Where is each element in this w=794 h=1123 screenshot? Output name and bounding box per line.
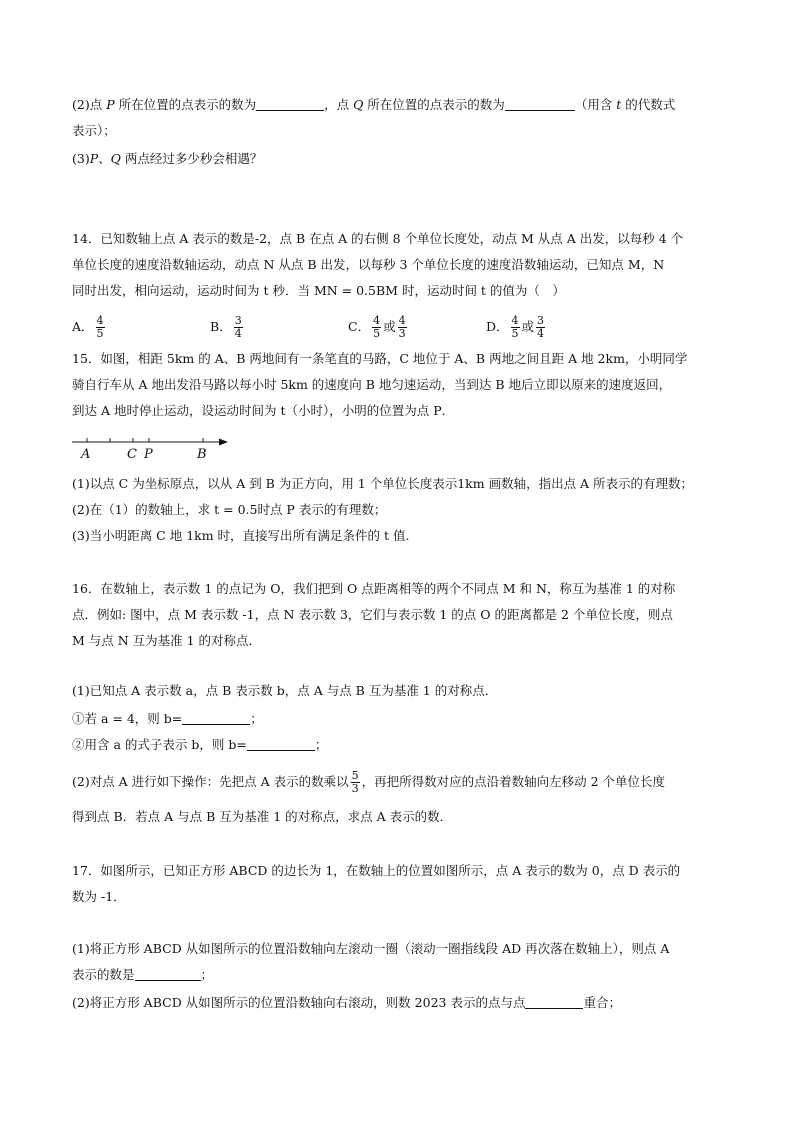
text: ，再把所得数对应的点沿着数轴向左移动 2 个单位长度 xyxy=(361,774,666,789)
q13-part2-line2: 表示）； xyxy=(72,123,116,138)
answer-blank[interactable] xyxy=(247,737,315,751)
q17-sub1-line2 xyxy=(72,966,213,984)
label-c: C xyxy=(127,447,137,462)
var-pq: P、Q xyxy=(89,151,121,166)
answer-blank[interactable] xyxy=(182,711,250,725)
q14-option-b[interactable] xyxy=(210,315,245,340)
label-a: A xyxy=(81,447,91,462)
text: 表示的数是 xyxy=(72,967,135,982)
q15-number-line-figure xyxy=(70,432,240,462)
q15-line3: 到达 A 地时停止运动，设运动时间为 t（小时），小明的位置为点 P． xyxy=(72,403,455,418)
q16-sub1: (1)已知点 A 表示数 a，点 B 表示数 b，点 A 与点 B 互为基准 1 的对称点． xyxy=(72,683,498,698)
label-p: P xyxy=(144,447,153,462)
q16-sub2-line2: 得到点 B．若点 A 与点 B 互为基准 1 的对称点，求点 A 表示的数． xyxy=(72,809,453,824)
option-label: A． xyxy=(72,319,94,334)
fraction: $\frac{4}{3}$ xyxy=(398,314,406,340)
q15-line2: 骑自行车从 A 地出发沿马路以每小时 5km 的速度向 B 地匀速运动，当到达 B 地后立即以原来的速度返回， xyxy=(72,377,672,392)
q15-sub1: (1)以点 C 为坐标原点，以从 A 到 B 为正方向，用 1 个单位长度表示1km 画数轴，指出点 A 所表示的有理数； xyxy=(72,476,694,491)
option-label: D． xyxy=(486,319,509,334)
q14-option-d[interactable]: D． $\frac{4}{5}$ 或 $\frac{3}{4}$ xyxy=(486,314,545,340)
fraction: $\frac{4}{5}$ xyxy=(511,314,519,340)
q14-option-a[interactable] xyxy=(72,315,107,340)
fraction: $\frac{3}{4}$ xyxy=(234,314,242,340)
text: (2)对点 A 进行如下操作：先把点 A 表示的数乘以 xyxy=(72,774,349,789)
answer-blank-p[interactable] xyxy=(256,97,324,111)
text: 重合； xyxy=(583,995,621,1010)
q14-option-c[interactable]: C． $\frac{4}{5}$ 或 $\frac{4}{3}$ xyxy=(348,314,406,340)
text: ，点 xyxy=(324,97,354,112)
text: (2)点 xyxy=(72,97,107,112)
var-q: Q xyxy=(353,97,364,112)
var-p: P xyxy=(106,97,115,112)
text: ； xyxy=(250,711,263,726)
q14-line3: 同时出发，相向运动，运动时间为 t 秒．当 MN = 0.5BM 时，运动时间 t 的值为（ ） xyxy=(72,283,565,298)
q13-part3 xyxy=(72,150,262,168)
text: (2)将正方形 ABCD 从如图所示的位置沿数轴向右滚动，则数 2023 表示的点与点 xyxy=(72,995,526,1010)
answer-blank-q[interactable] xyxy=(505,97,575,111)
text: 所在位置的点表示的数为 xyxy=(114,97,257,112)
text: 的代数式 xyxy=(621,97,676,112)
fraction: $\frac{5}{3}$ xyxy=(351,769,359,795)
text: （用含 xyxy=(574,97,617,112)
q16-line1: 16．在数轴上，表示数 1 的点记为 O，我们把到 O 点距离相等的两个不同点 M 和 N，称互为基准 1 的对称 xyxy=(72,581,676,596)
answer-blank[interactable] xyxy=(135,967,201,981)
q17-sub1: (1)将正方形 ABCD 从如图所示的位置沿数轴向左滚动一圈（滚动一圈指线段 AD 再次落在数轴上），则点 A xyxy=(72,941,670,956)
q14-line2: 单位长度的速度沿数轴运动，动点 N 从点 B 出发，以每秒 3 个单位长度的速度沿数轴运动，已知点 M，N xyxy=(72,257,665,272)
option-label: C． xyxy=(348,319,371,334)
answer-blank[interactable] xyxy=(525,995,583,1009)
text: ； xyxy=(200,967,214,982)
fraction: $\frac{4}{5}$ xyxy=(373,314,381,340)
q15-sub2: (2)在（1）的数轴上，求 t = 0.5时点 P 表示的有理数； xyxy=(72,502,387,517)
fraction: $\frac{3}{4}$ xyxy=(537,314,545,340)
q14-line1: 14．已知数轴上点 A 表示的数是-2，点 B 在点 A 的右侧 8 个单位长度处，动点 M 从点 A 出发，以每秒 4 个 xyxy=(72,231,684,246)
text: ； xyxy=(314,737,328,752)
q16-sub2 xyxy=(72,770,665,795)
q17-sub2 xyxy=(72,994,621,1012)
option-label: B． xyxy=(210,319,232,334)
text: ①若 a = 4，则 b= xyxy=(72,711,183,726)
q16-line2: 点．例如: 图中，点 M 表示数 -1，点 N 表示数 3，它们与表示数 1 的点 O 的距离都是 2 个单位长度，则点 xyxy=(72,607,673,622)
q17-line2: 数为 -1． xyxy=(72,889,126,904)
arrow-head xyxy=(219,439,228,446)
q17-line1: 17．如图所示，已知正方形 ABCD 的边长为 1，在数轴上的位置如图所示，点 A 表示的数为 0，点 D 表示的 xyxy=(72,863,681,878)
text: ②用含 a 的式子表示 b，则 b= xyxy=(72,737,247,752)
text: (3) xyxy=(72,151,90,166)
q13-part2-line1 xyxy=(72,96,675,114)
q16-sub1-a xyxy=(72,710,263,728)
label-b: B xyxy=(197,447,207,462)
q16-sub1-b xyxy=(72,736,327,754)
text: 所在位置的点表示的数为 xyxy=(363,97,505,112)
q16-line3: M 与点 N 互为基准 1 的对称点． xyxy=(72,633,262,648)
var-t: t xyxy=(616,97,622,112)
fraction: $\frac{4}{5}$ xyxy=(96,314,104,340)
q15-line1: 15．如图，相距 5km 的 A、B 两地间有一条笔直的马路，C 地位于 A、B 两地之间且距 A 地 2km，小明同学 xyxy=(72,351,688,366)
q15-sub3: (3)当小明距离 C 地 1km 时，直接写出所有满足条件的 t 值. xyxy=(72,528,410,543)
text: 两点经过多少秒会相遇？ xyxy=(120,151,263,166)
